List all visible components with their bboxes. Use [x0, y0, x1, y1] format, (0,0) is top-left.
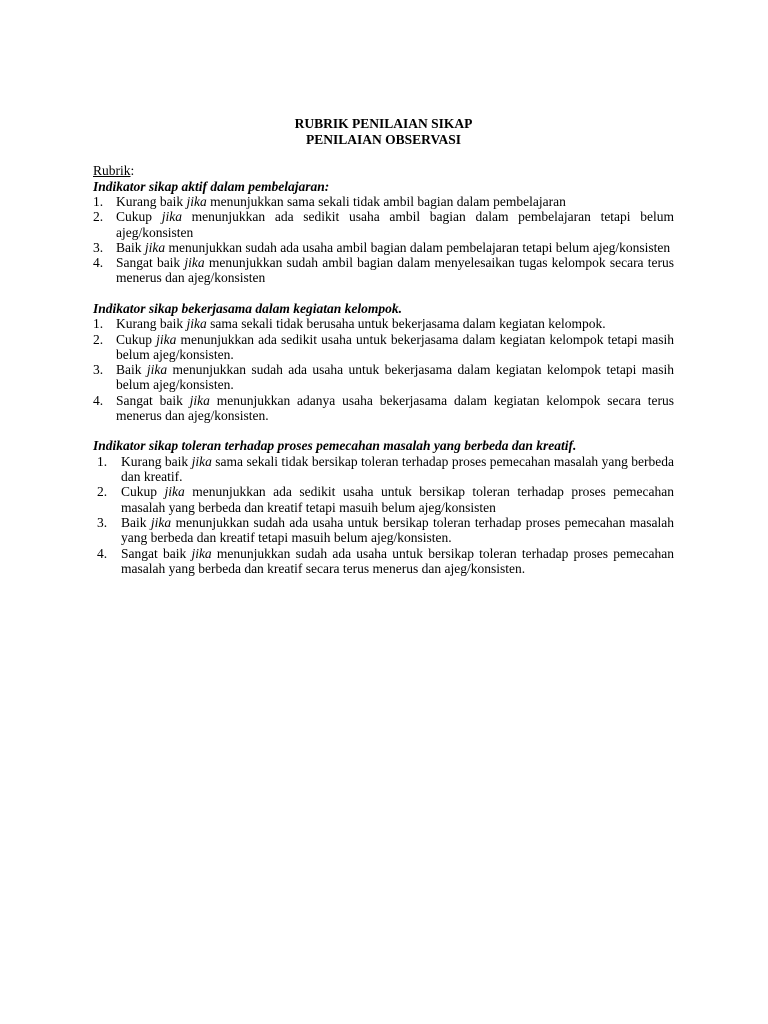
- list-item: [93, 316, 674, 331]
- item-text: sama sekali tidak berusaha untuk bekerjasama dalam kegiatan kelompok.: [206, 316, 606, 332]
- list-item: [93, 255, 674, 286]
- item-number: 3.: [93, 362, 104, 378]
- item-text: Sangat baik: [116, 392, 190, 408]
- document-title-line-2: PENILAIAN OBSERVASI: [306, 131, 461, 147]
- item-keyword: jika: [156, 331, 177, 347]
- item-keyword: jika: [144, 239, 166, 255]
- item-keyword: jika: [191, 545, 212, 561]
- item-keyword: jika: [150, 515, 172, 531]
- item-text: menunjukkan ada sedikit usaha ambil bagian dalam pembelajaran tetapi belum ajeg/konsisten: [116, 209, 674, 240]
- item-number: 2.: [93, 209, 104, 225]
- item-keyword: jika: [189, 392, 210, 408]
- item-text: Sangat baik: [121, 545, 192, 561]
- item-text: Cukup: [121, 484, 165, 500]
- item-keyword: jika: [164, 484, 185, 500]
- item-text: menunjukkan sudah ada usaha untuk bekerjasama dalam kegiatan kelompok tetapi masih belum ajeg/konsisten.: [116, 362, 674, 393]
- item-keyword: jika: [191, 453, 212, 469]
- criteria-list: [93, 454, 674, 576]
- section-heading: Indikator sikap bekerjasama dalam kegiatan kelompok.: [93, 300, 403, 316]
- item-text: Kurang baik: [116, 194, 187, 209]
- section-bekerjasama: [93, 301, 674, 424]
- rubrik-label: [93, 163, 674, 179]
- item-keyword: jika: [161, 209, 182, 225]
- item-text: menunjukkan sudah ambil bagian dalam menyelesaikan tugas kelompok secara terus menerus dan ajeg/konsisten: [116, 255, 674, 286]
- title-spacer: [93, 147, 674, 163]
- item-number: 4.: [97, 545, 108, 561]
- item-keyword: jika: [186, 316, 207, 332]
- item-text: menunjukkan sudah ada usaha ambil bagian dalam pembelajaran tetapi belum ajeg/konsisten: [165, 239, 671, 255]
- section-heading: Indikator sikap toleran terhadap proses pemecahan masalah yang berbeda dan kreatif.: [93, 438, 577, 454]
- item-number: 3.: [97, 515, 108, 531]
- item-text: Baik: [121, 515, 151, 531]
- list-item: [93, 484, 674, 515]
- item-text: Baik: [116, 239, 145, 255]
- item-number: 3.: [93, 239, 104, 255]
- item-text: menunjukkan sudah ada usaha untuk bersikap toleran terhadap proses pemecahan masalah yang berbeda dan kreatif secara terus menerus dan ajeg/konsisten.: [121, 545, 674, 576]
- item-number: 4.: [93, 392, 104, 408]
- item-number: 4.: [93, 255, 104, 271]
- rubrik-label-text: Rubrik: [93, 163, 131, 178]
- item-text: menunjukkan sama sekali tidak ambil bagian dalam pembelajaran: [206, 194, 566, 209]
- item-number: 2.: [97, 484, 108, 500]
- list-item: [93, 240, 674, 255]
- item-keyword: jika: [186, 194, 207, 209]
- list-item: [93, 515, 674, 546]
- item-text: Sangat baik: [116, 255, 185, 271]
- item-text: menunjukkan adanya usaha bekerjasama dalam kegiatan kelompok secara terus menerus dan ajeg/konsisten.: [116, 392, 674, 424]
- criteria-list: [93, 194, 674, 286]
- document-page: [93, 116, 674, 591]
- list-item: [93, 362, 674, 393]
- item-text: Kurang baik: [116, 316, 187, 332]
- item-text: Baik: [116, 362, 147, 378]
- rubrik-label-colon: :: [130, 163, 135, 178]
- list-item: [93, 454, 674, 485]
- item-keyword: jika: [146, 362, 168, 378]
- item-text: menunjukkan ada sedikit usaha untuk bekerjasama dalam kegiatan kelompok tetapi masih belum ajeg/konsisten.: [116, 331, 674, 362]
- list-item: [93, 332, 674, 363]
- item-number: 1.: [93, 316, 104, 332]
- item-text: Cukup: [116, 331, 157, 347]
- list-item: [93, 209, 674, 240]
- item-text: menunjukkan sudah ada usaha untuk bersikap toleran terhadap proses pemecahan masalah yang berbeda dan kreatif tetapi masuih belum ajeg/konsisten.: [121, 515, 675, 546]
- item-number: 2.: [93, 331, 104, 347]
- section-aktif: [93, 179, 674, 286]
- list-item: [93, 194, 674, 209]
- item-text: sama sekali tidak bersikap toleran terhadap proses pemecahan masalah yang berbeda dan kreatif.: [121, 453, 674, 485]
- item-text: Kurang baik: [121, 453, 192, 469]
- item-number: 1.: [97, 453, 108, 469]
- list-item: [93, 546, 674, 577]
- list-item: [93, 393, 674, 424]
- item-text: menunjukkan ada sedikit usaha untuk bersikap toleran terhadap proses pemecahan masalah yang berbeda dan kreatif tetapi masuih belum ajeg/konsisten: [121, 484, 674, 515]
- item-text: Cukup: [116, 209, 162, 225]
- item-number: 1.: [93, 194, 104, 209]
- section-toleran: [93, 438, 674, 576]
- section-heading: Indikator sikap aktif dalam pembelajaran:: [93, 178, 330, 194]
- item-keyword: jika: [184, 255, 205, 271]
- document-title-line-1: RUBRIK PENILAIAN SIKAP: [294, 116, 473, 131]
- criteria-list: [93, 316, 674, 423]
